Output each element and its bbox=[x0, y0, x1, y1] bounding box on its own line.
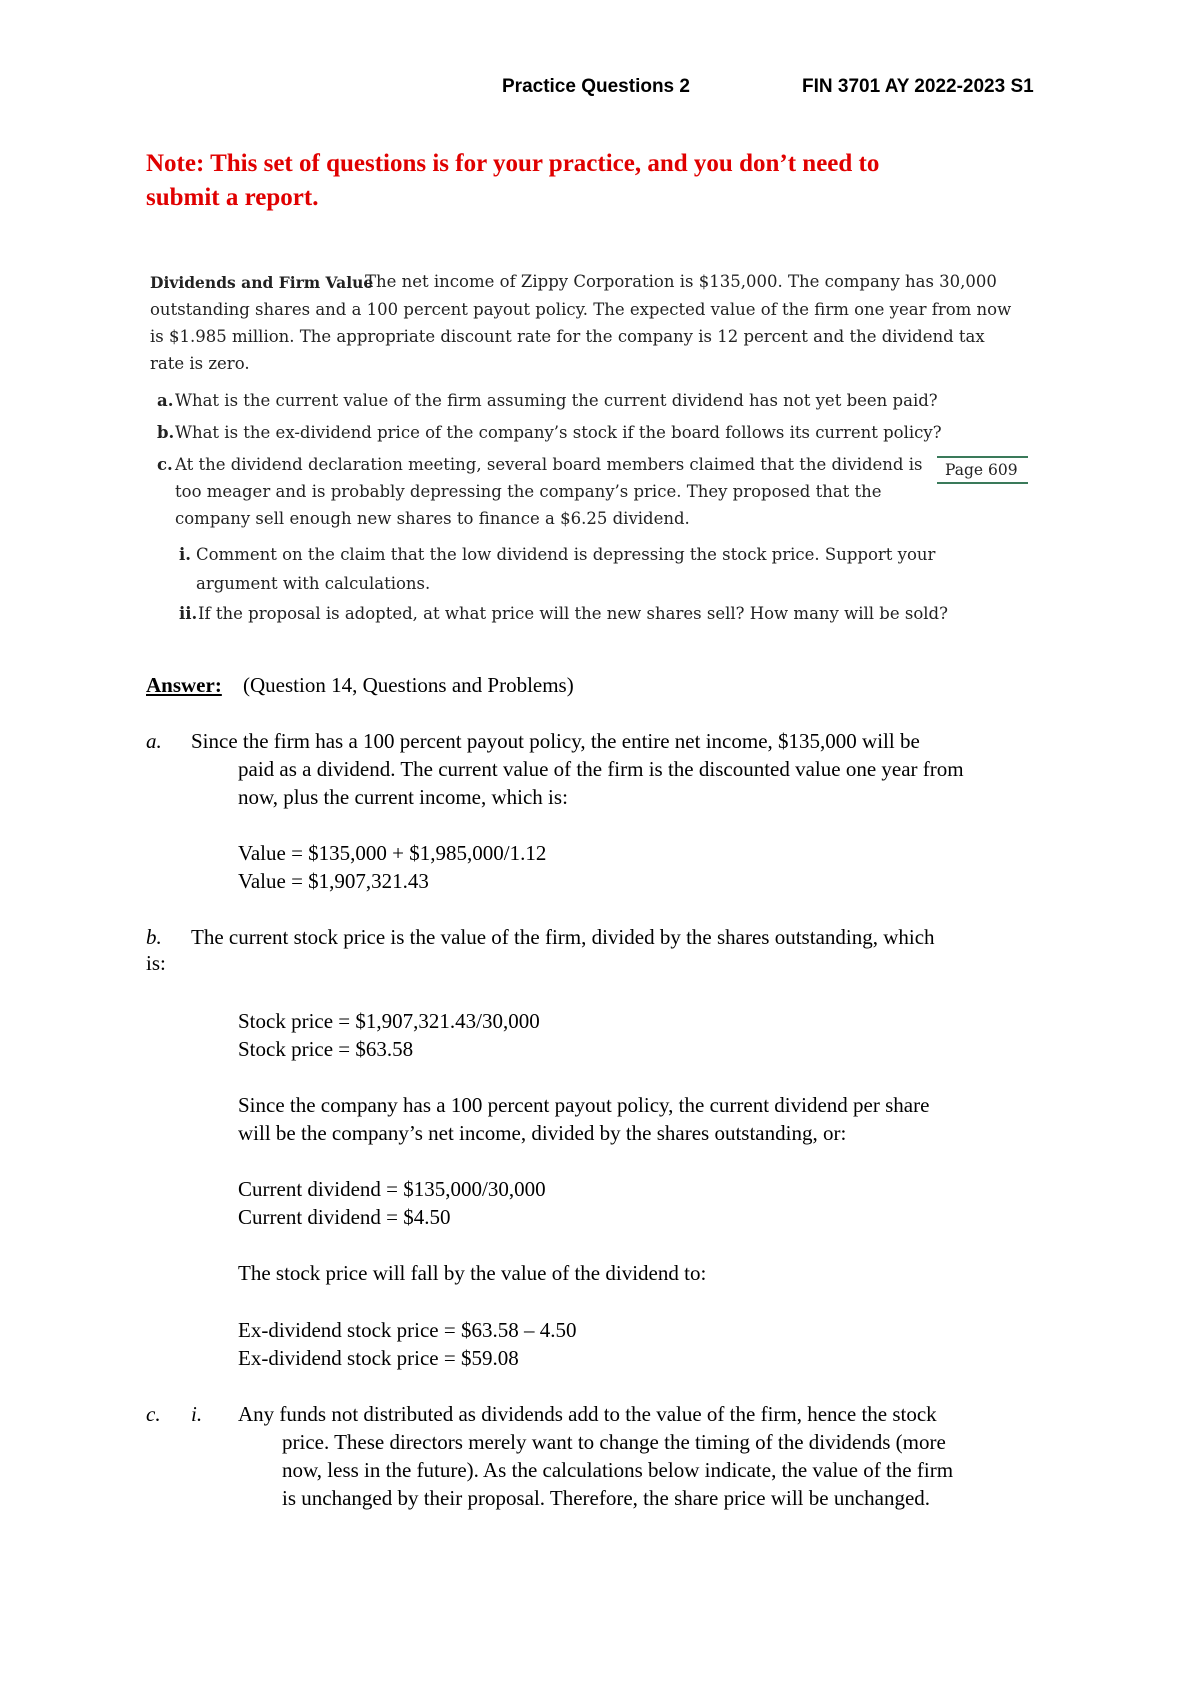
header-right: FIN 3701 AY 2022-2023 S1 bbox=[802, 76, 1034, 97]
question-cii-label: ii. bbox=[179, 604, 198, 623]
answer-a-line: paid as a dividend. The current value of the firm is the discounted value one year from bbox=[238, 757, 964, 781]
answer-ci-line: now, less in the future). As the calculations below indicate, the value of the firm bbox=[282, 1458, 954, 1482]
answer-b-line: The current stock price is the value of the firm, divided by the shares outstanding, which bbox=[191, 925, 935, 949]
answer-a-line: now, plus the current income, which is: bbox=[238, 785, 568, 809]
answer-ci-label: i. bbox=[191, 1402, 203, 1426]
note-line-2: submit a report. bbox=[146, 184, 319, 211]
answer-b-fall-line: The stock price will fall by the value of the dividend to: bbox=[238, 1261, 707, 1285]
answer-b-equation: Ex-dividend stock price = $63.58 – 4.50 bbox=[238, 1318, 577, 1342]
question-a-text: What is the current value of the firm assuming the current dividend has not yet been paid? bbox=[175, 391, 938, 410]
answer-source: (Question 14, Questions and Problems) bbox=[243, 673, 574, 697]
answer-ci-line: price. These directors merely want to change the timing of the dividends (more bbox=[282, 1430, 946, 1454]
answer-b-label: b. bbox=[146, 925, 162, 949]
answer-b-line: is: bbox=[146, 951, 166, 975]
answer-b-paragraph-line: will be the company’s net income, divided by the shares outstanding, or: bbox=[238, 1121, 847, 1145]
question-b-label: b. bbox=[157, 423, 175, 442]
question-b-text: What is the ex-dividend price of the company’s stock if the board follows its current policy? bbox=[175, 423, 942, 442]
answer-a-label: a. bbox=[146, 729, 162, 753]
question-cii-text: If the proposal is adopted, at what price will the new shares sell? How many will be sold? bbox=[198, 604, 948, 623]
question-ci-label: i. bbox=[179, 545, 192, 564]
answer-ci-line: is unchanged by their proposal. Therefore, the share price will be unchanged. bbox=[282, 1486, 931, 1510]
question-ci-line: argument with calculations. bbox=[196, 574, 431, 593]
note-line-1: Note: This set of questions is for your practice, and you don’t need to bbox=[146, 150, 880, 177]
question-intro-line: The net income of Zippy Corporation is $135,000. The company has 30,000 bbox=[365, 272, 997, 291]
answer-heading: Answer: bbox=[146, 673, 222, 697]
question-c-label: c. bbox=[157, 455, 173, 474]
question-c-line: company sell enough new shares to finance a $6.25 dividend. bbox=[175, 509, 690, 528]
answer-b-equation: Current dividend = $135,000/30,000 bbox=[238, 1177, 546, 1201]
answer-a-equation: Value = $1,907,321.43 bbox=[238, 869, 429, 893]
header-left: Practice Questions 2 bbox=[502, 76, 690, 97]
answer-ci-line: Any funds not distributed as dividends add to the value of the firm, hence the stock bbox=[238, 1402, 937, 1426]
question-intro-line: rate is zero. bbox=[150, 354, 250, 373]
page-number-tag: Page 609 bbox=[937, 456, 1028, 484]
answer-c-label: c. bbox=[146, 1402, 161, 1426]
answer-a-line: Since the firm has a 100 percent payout policy, the entire net income, $135,000 will be bbox=[191, 729, 920, 753]
question-title: Dividends and Firm Value bbox=[150, 273, 374, 292]
question-a-label: a. bbox=[157, 391, 174, 410]
answer-b-equation: Stock price = $63.58 bbox=[238, 1037, 414, 1061]
answer-b-paragraph-line: Since the company has a 100 percent payout policy, the current dividend per share bbox=[238, 1093, 930, 1117]
question-ci-line: Comment on the claim that the low dividend is depressing the stock price. Support your bbox=[196, 545, 936, 564]
question-c-line: too meager and is probably depressing the company’s price. They proposed that the bbox=[175, 482, 882, 501]
question-c-line: At the dividend declaration meeting, several board members claimed that the dividend is bbox=[175, 455, 923, 474]
answer-b-equation: Ex-dividend stock price = $59.08 bbox=[238, 1346, 519, 1370]
question-intro-line: is $1.985 million. The appropriate discount rate for the company is 12 percent and the dividend tax bbox=[150, 327, 985, 346]
answer-b-equation: Current dividend = $4.50 bbox=[238, 1205, 451, 1229]
answer-b-equation: Stock price = $1,907,321.43/30,000 bbox=[238, 1009, 540, 1033]
answer-a-equation: Value = $135,000 + $1,985,000/1.12 bbox=[238, 841, 547, 865]
question-intro-line: outstanding shares and a 100 percent payout policy. The expected value of the firm one year from now bbox=[150, 300, 1012, 319]
